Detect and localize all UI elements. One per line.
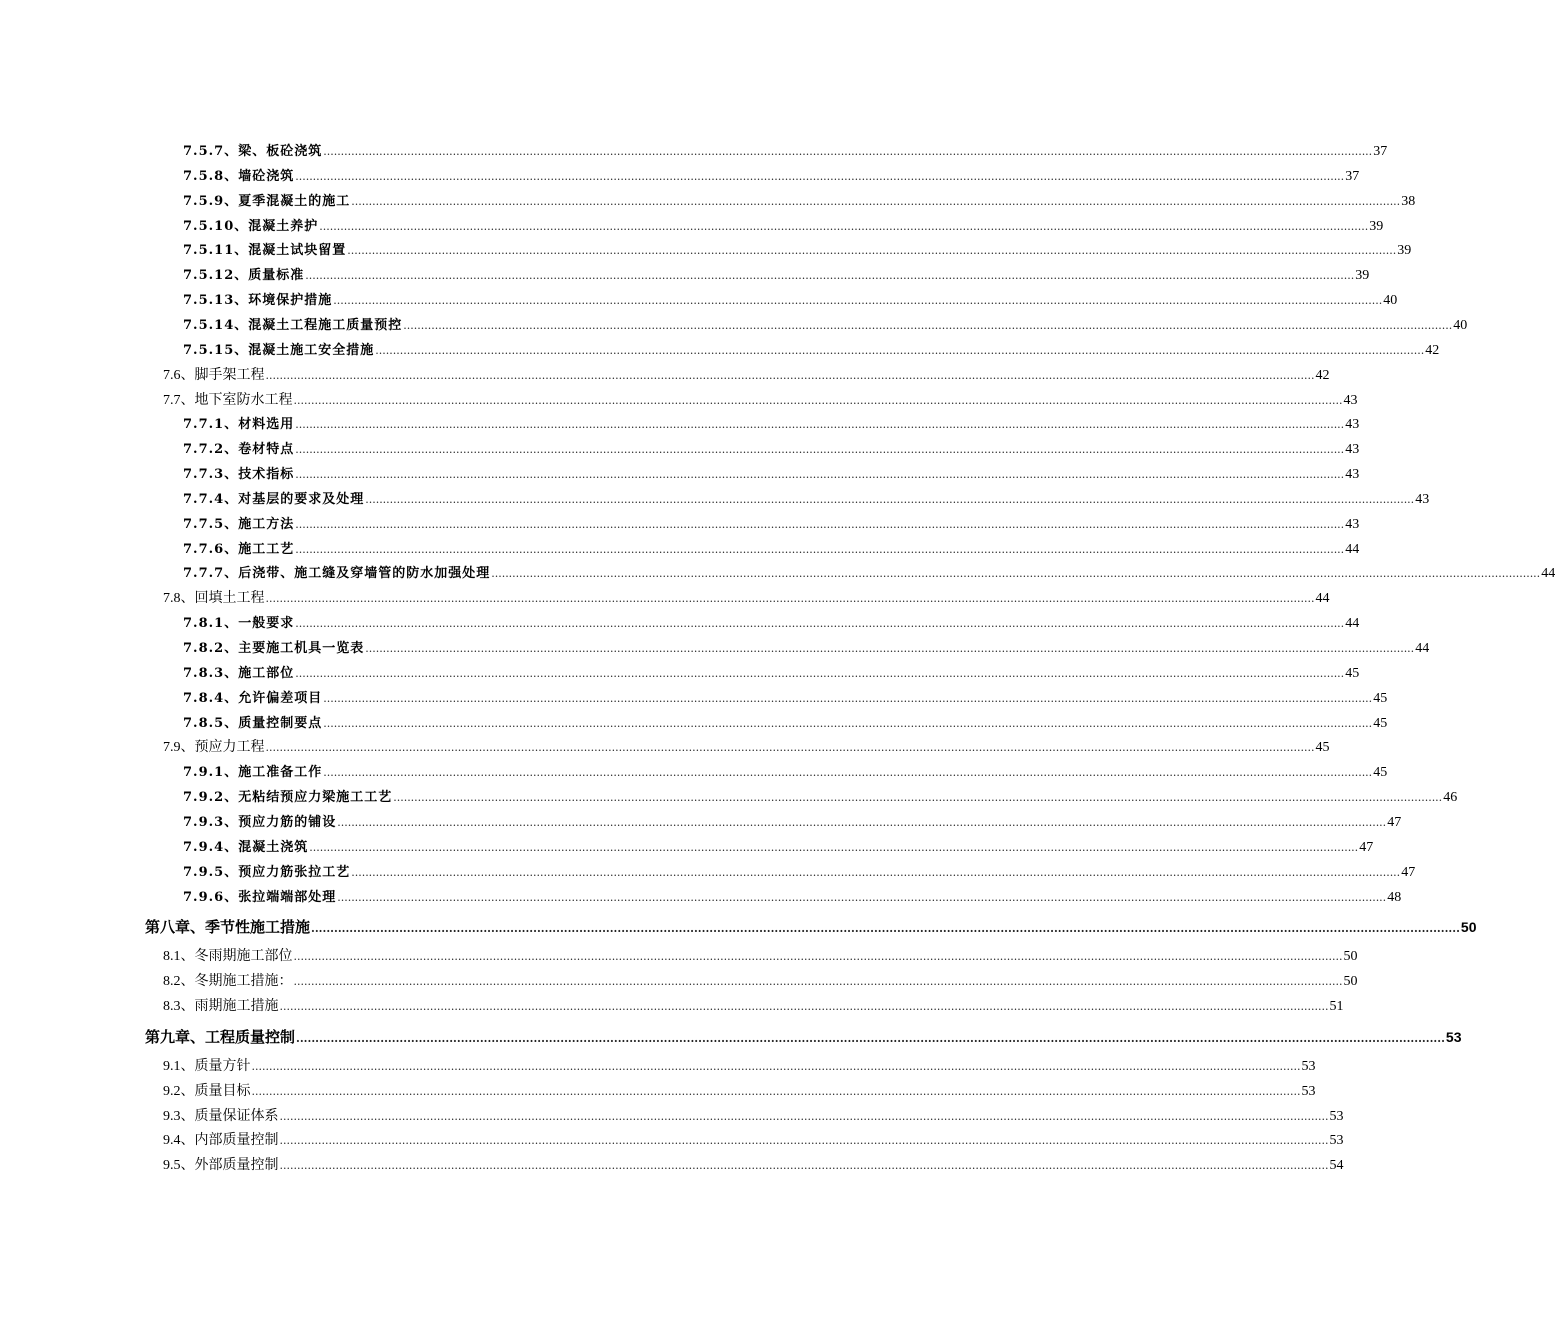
toc-leader-dots: ............................................................................................................................................................................................................................................................................................................ — [347, 244, 1397, 258]
toc-page-number: 50 — [1343, 974, 1358, 990]
toc-entry-title: 7.8.3、施工部位 — [183, 665, 295, 681]
toc-entry-title: 7.7.1、材料选用 — [183, 417, 295, 433]
toc-leader-dots: ............................................................................................................................................................................................................................................................................................................ — [251, 1084, 1301, 1098]
toc-leader-dots: ............................................................................................................................................................................................................................................................................................................ — [337, 890, 1387, 904]
toc-entry[interactable] — [163, 390, 1358, 412]
toc-entry-title: 7.8、回填土工程 — [163, 591, 265, 607]
toc-page-number: 39 — [1397, 243, 1412, 259]
toc-entry[interactable] — [183, 340, 1440, 362]
toc-page-number: 43 — [1345, 442, 1360, 458]
toc-leader-dots: ............................................................................................................................................................................................................................................................................................................ — [265, 741, 1315, 755]
toc-entry[interactable] — [183, 240, 1412, 262]
toc-entry[interactable] — [183, 414, 1360, 436]
toc-entry[interactable] — [183, 290, 1398, 312]
toc-leader-dots: ............................................................................................................................................................................................................................................................................................................ — [251, 1059, 1301, 1073]
toc-entry-title: 7.9.4、混凝土浇筑 — [183, 839, 309, 855]
toc-page-number: 44 — [1415, 641, 1430, 656]
toc-page-number: 53 — [1445, 1028, 1462, 1045]
toc-entry[interactable] — [183, 812, 1402, 834]
toc-entry-title: 9.3、质量保证体系 — [163, 1108, 279, 1124]
toc-entry-title: 7.9.5、预应力筋张拉工艺 — [183, 864, 351, 880]
toc-page-number: 54 — [1329, 1158, 1344, 1174]
toc-page-number: 45 — [1373, 765, 1388, 781]
toc-entry[interactable] — [183, 539, 1360, 561]
toc-entry[interactable] — [183, 464, 1360, 486]
toc-chapter-entry[interactable] — [145, 916, 1477, 938]
toc-leader-dots: ............................................................................................................................................................................................................................................................................................................ — [293, 975, 1343, 989]
toc-page-number: 50 — [1460, 919, 1477, 936]
toc-entry-title: 7.5.15、混凝土施工安全措施 — [183, 342, 375, 358]
toc-page-number: 43 — [1345, 516, 1360, 532]
toc-entry[interactable] — [163, 1155, 1344, 1177]
toc-leader-dots: ............................................................................................................................................................................................................................................................................................................ — [393, 791, 1443, 805]
toc-entry[interactable] — [183, 688, 1388, 710]
toc-leader-dots: ............................................................................................................................................................................................................................................................................................................ — [305, 269, 1355, 283]
toc-entry-title: 7.9、预应力工程 — [163, 740, 265, 756]
toc-leader-dots: ............................................................................................................................................................................................................................................................................................................ — [319, 219, 1369, 233]
toc-entry[interactable] — [183, 265, 1370, 287]
toc-page-number: 48 — [1387, 889, 1402, 905]
toc-entry-title: 7.7、地下室防水工程 — [163, 392, 293, 408]
toc-page-number: 37 — [1345, 168, 1360, 184]
toc-page-number: 43 — [1343, 392, 1358, 408]
toc-leader-dots: ............................................................................................................................................................................................................................................................................................................ — [295, 418, 1345, 432]
toc-entry-title: 7.7.2、卷材特点 — [183, 442, 295, 458]
toc-entry-title: 9.4、内部质量控制 — [163, 1133, 279, 1149]
toc-entry-title: 7.5.13、环境保护措施 — [183, 293, 333, 309]
toc-entry[interactable] — [163, 1081, 1316, 1103]
toc-page-number: 53 — [1301, 1058, 1316, 1074]
toc-leader-dots: ............................................................................................................................................................................................................................................................................................................ — [295, 468, 1345, 482]
toc-leader-dots: ............................................................................................................................................................................................................................................................................................................ — [295, 169, 1345, 183]
toc-entry-title: 8.3、雨期施工措施 — [163, 999, 279, 1015]
toc-entry-title: 7.8.5、质量控制要点 — [183, 715, 323, 731]
toc-entry[interactable] — [183, 489, 1430, 511]
toc-entry[interactable] — [183, 216, 1384, 238]
toc-page-number: 39 — [1369, 218, 1384, 234]
toc-entry[interactable] — [163, 737, 1330, 759]
toc-leader-dots: ............................................................................................................................................................................................................................................................................................................ — [265, 368, 1315, 382]
toc-page-number: 45 — [1373, 715, 1388, 731]
toc-entry-title: 8.2、冬期施工措施： — [163, 974, 293, 990]
toc-entry[interactable] — [183, 166, 1360, 188]
toc-leader-dots: ............................................................................................................................................................................................................................................................................................................ — [296, 1031, 1445, 1045]
toc-page-number: 47 — [1387, 814, 1402, 830]
toc-entry[interactable] — [183, 638, 1430, 660]
toc-page-number: 43 — [1345, 467, 1360, 483]
toc-entry-title: 7.5.11、混凝土试块留置 — [183, 243, 347, 259]
toc-entry-title: 7.9.3、预应力筋的铺设 — [183, 814, 337, 830]
toc-entry[interactable] — [163, 1106, 1344, 1128]
toc-entry[interactable] — [183, 439, 1360, 461]
toc-leader-dots: ............................................................................................................................................................................................................................................................................................................ — [295, 443, 1345, 457]
toc-entry-title: 7.8.2、主要施工机具一览表 — [183, 641, 365, 656]
toc-leader-dots: ............................................................................................................................................................................................................................................................................................................ — [351, 194, 1401, 208]
toc-leader-dots: ............................................................................................................................................................................................................................................................................................................ — [279, 1134, 1329, 1148]
toc-page-number: 40 — [1383, 293, 1398, 309]
toc-entry-title: 7.8.4、允许偏差项目 — [183, 690, 323, 706]
toc-leader-dots: ............................................................................................................................................................................................................................................................................................................ — [295, 542, 1345, 556]
toc-entry-title: 9.2、质量目标 — [163, 1083, 251, 1099]
toc-chapter-entry[interactable] — [145, 1026, 1462, 1048]
toc-page-number: 43 — [1345, 417, 1360, 433]
toc-entry-title: 8.1、冬雨期施工部位 — [163, 949, 293, 965]
toc-page-number: 47 — [1359, 839, 1374, 855]
toc-entry-title: 第九章、工程质量控制 — [145, 1027, 296, 1046]
toc-page-number: 44 — [1345, 541, 1360, 557]
toc-leader-dots: ............................................................................................................................................................................................................................................................................................................ — [293, 950, 1343, 964]
toc-entry[interactable] — [163, 1056, 1316, 1078]
toc-entry-title: 7.5.12、质量标准 — [183, 268, 305, 284]
toc-leader-dots: ............................................................................................................................................................................................................................................................................................................ — [365, 642, 1415, 655]
toc-leader-dots: ............................................................................................................................................................................................................................................................................................................ — [323, 145, 1373, 158]
toc-page-number: 53 — [1329, 1108, 1344, 1124]
toc-entry-title: 9.1、质量方针 — [163, 1058, 251, 1074]
toc-page-number: 37 — [1373, 144, 1388, 159]
toc-page-number: 38 — [1401, 193, 1416, 209]
toc-entry-title: 7.5.9、夏季混凝土的施工 — [183, 193, 351, 209]
toc-entry[interactable] — [183, 663, 1360, 685]
toc-entry[interactable] — [183, 315, 1468, 337]
toc-leader-dots: ............................................................................................................................................................................................................................................................................................................ — [337, 815, 1387, 829]
toc-entry[interactable] — [183, 514, 1360, 536]
toc-entry-title: 7.5.7、梁、板砼浇筑 — [183, 144, 323, 159]
toc-entry-title: 7.7.4、对基层的要求及处理 — [183, 491, 365, 507]
toc-entry-title: 7.9.1、施工准备工作 — [183, 765, 323, 781]
toc-leader-dots: ............................................................................................................................................................................................................................................................................................................ — [265, 592, 1315, 606]
toc-page-number: 45 — [1373, 690, 1388, 706]
toc-entry-title: 7.7.5、施工方法 — [183, 516, 295, 532]
toc-entry-title: 9.5、外部质量控制 — [163, 1158, 279, 1174]
toc-leader-dots: ............................................................................................................................................................................................................................................................................................................ — [279, 1109, 1329, 1123]
toc-leader-dots: ............................................................................................................................................................................................................................................................................................................ — [323, 716, 1373, 730]
toc-entry[interactable] — [163, 1130, 1344, 1152]
toc-leader-dots: ............................................................................................................................................................................................................................................................................................................ — [403, 318, 1453, 332]
toc-entry[interactable] — [183, 887, 1402, 909]
toc-entry-title: 7.5.8、墙砼浇筑 — [183, 168, 295, 184]
toc-page-number: 51 — [1329, 999, 1344, 1015]
toc-page-number: 53 — [1301, 1083, 1316, 1099]
toc-entry-title: 7.9.2、无粘结预应力梁施工工艺 — [183, 790, 393, 806]
toc-leader-dots: ............................................................................................................................................................................................................................................................................................................ — [311, 922, 1460, 936]
toc-entry[interactable] — [163, 946, 1358, 968]
toc-leader-dots: ............................................................................................................................................................................................................................................................................................................ — [323, 766, 1373, 780]
toc-entry[interactable] — [183, 787, 1458, 809]
toc-leader-dots: ............................................................................................................................................................................................................................................................................................................ — [295, 666, 1345, 680]
toc-leader-dots: ............................................................................................................................................................................................................................................................................................................ — [323, 691, 1373, 705]
toc-entry[interactable] — [163, 365, 1330, 387]
toc-entry[interactable] — [183, 191, 1416, 213]
toc-entry-title: 7.7.7、后浇带、施工缝及穿墙管的防水加强处理 — [183, 566, 491, 582]
toc-page-number: 44 — [1541, 566, 1555, 582]
toc-entry-title: 7.9.6、张拉端端部处理 — [183, 889, 337, 905]
toc-entry-title: 第八章、季节性施工措施 — [145, 918, 311, 937]
toc-page-number: 42 — [1315, 367, 1330, 383]
toc-leader-dots: ............................................................................................................................................................................................................................................................................................................ — [491, 567, 1541, 581]
toc-page-number: 43 — [1415, 491, 1430, 507]
toc-leader-dots: ............................................................................................................................................................................................................................................................................................................ — [295, 517, 1345, 531]
toc-leader-dots: ............................................................................................................................................................................................................................................................................................................ — [351, 865, 1401, 879]
toc-page-number: 44 — [1345, 616, 1360, 632]
toc-entry-title: 7.5.10、混凝土养护 — [183, 218, 319, 234]
toc-entry[interactable] — [163, 996, 1344, 1018]
toc-leader-dots: ............................................................................................................................................................................................................................................................................................................ — [365, 492, 1415, 506]
toc-entry[interactable] — [183, 613, 1360, 635]
toc-entry[interactable] — [163, 588, 1330, 610]
toc-entry-title: 7.7.6、施工工艺 — [183, 541, 295, 557]
toc-entry-title: 7.8.1、一般要求 — [183, 616, 295, 632]
toc-page-number: 39 — [1355, 268, 1370, 284]
toc-page-number: 42 — [1425, 342, 1440, 358]
toc-entry[interactable] — [183, 141, 1388, 163]
toc-entry[interactable] — [163, 971, 1358, 993]
toc-leader-dots: ............................................................................................................................................................................................................................................................................................................ — [295, 617, 1345, 631]
toc-leader-dots: ............................................................................................................................................................................................................................................................................................................ — [333, 294, 1383, 308]
toc-entry-title: 7.6、脚手架工程 — [163, 367, 265, 383]
toc-entry[interactable] — [183, 862, 1416, 884]
toc-entry[interactable] — [183, 713, 1388, 735]
toc-page-number: 50 — [1343, 949, 1358, 965]
toc-entry-title: 7.7.3、技术指标 — [183, 467, 295, 483]
toc-page-number: 47 — [1401, 864, 1416, 880]
toc-page-number: 53 — [1329, 1133, 1344, 1149]
toc-entry[interactable] — [183, 563, 1555, 585]
toc-leader-dots: ............................................................................................................................................................................................................................................................................................................ — [293, 393, 1343, 407]
toc-entry[interactable] — [183, 837, 1374, 859]
toc-leader-dots: ............................................................................................................................................................................................................................................................................................................ — [279, 1159, 1329, 1173]
toc-page-number: 45 — [1345, 665, 1360, 681]
toc-leader-dots: ............................................................................................................................................................................................................................................................................................................ — [375, 343, 1425, 357]
toc-leader-dots: ............................................................................................................................................................................................................................................................................................................ — [309, 840, 1359, 854]
toc-page-number: 44 — [1315, 591, 1330, 607]
toc-leader-dots: ............................................................................................................................................................................................................................................................................................................ — [279, 1000, 1329, 1014]
toc-page-number: 45 — [1315, 740, 1330, 756]
toc-entry-title: 7.5.14、混凝土工程施工质量预控 — [183, 317, 403, 333]
toc-page-number: 46 — [1443, 790, 1458, 806]
toc-entry[interactable] — [183, 762, 1388, 784]
toc-page-number: 40 — [1453, 317, 1468, 333]
